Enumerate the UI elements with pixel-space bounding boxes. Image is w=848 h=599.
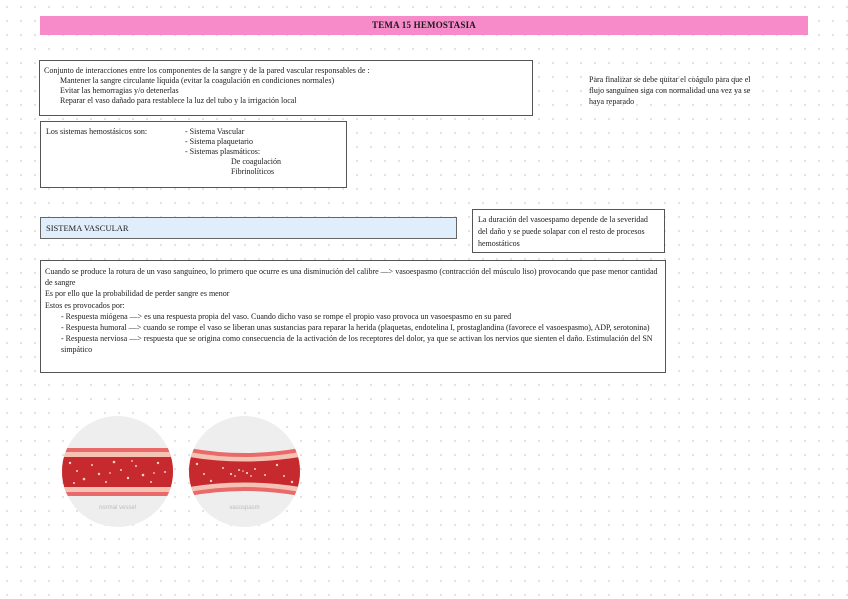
definition-item: Mantener la sangre circulante líquida (evitar la coagulación en condiciones normales) <box>60 76 335 85</box>
vascular-text-box <box>40 260 666 373</box>
response-item: - Respuesta miógena —> es una respuesta propia del vaso. Cuando dicho vaso se rompe el propio vaso provoca un vasoespasmo en su pared <box>61 311 512 321</box>
normal-vessel-image <box>62 416 173 527</box>
systems-item: - Sistemas plasmáticos: <box>185 147 261 156</box>
definition-item: Evitar las hemorragias y/o detenerlas <box>60 86 179 95</box>
vasospasm-caption: vasospasm <box>229 505 260 511</box>
vasospasm-note: La duración del vasoespamo depende de la severidad del daño y se puede solapar con el resto de procesos hemostáticos <box>472 209 665 253</box>
paragraph: Estos es provocados por: <box>45 300 125 310</box>
hemostatic-systems-box <box>40 121 347 188</box>
definition-item: Reparar el vaso dañado para restablece la luz del tubo y la irrigación local <box>60 96 297 105</box>
systems-subitem: De coagulación <box>231 157 281 166</box>
response-item: - Respuesta nerviosa —> respuesta que se origina como consecuencia de la activación de los receptores del dolor, ya que se activan los nervios que sienten el daño. Estimulación del SN simpático <box>61 334 653 355</box>
page-title: TEMA 15 HEMOSTASIA <box>40 16 808 35</box>
side-note: Para finalizar se debe quitar el coágulo para que el flujo sanguíneo siga con normalidad una vez ya se haya reparado <box>589 75 751 106</box>
paragraph: Es por ello que la probabilidad de perder sangre es menor <box>45 289 230 299</box>
definition-intro: Conjunto de interacciones entre los componentes de la sangre y de la pared vascular responsables de : <box>44 66 370 75</box>
systems-item: - Sistema Vascular <box>185 127 245 136</box>
systems-item: - Sistema plaquetario <box>185 137 253 146</box>
normal-vessel-caption: normal vessel <box>98 505 136 511</box>
definition-box <box>39 60 533 116</box>
section-header: SISTEMA VASCULAR <box>40 217 457 239</box>
systems-label: Los sistemas hemostásicos son: <box>46 127 148 136</box>
systems-subitem: Fibrinolíticos <box>231 167 275 176</box>
vasospasm-image <box>189 416 300 527</box>
response-item: - Respuesta humoral —> cuando se rompe el vaso se liberan unas sustancias para reparar la herida (plaquetas, endotelina I, prostaglandina (favorece el vasoespasmo), ADP, serotonina) <box>61 323 650 333</box>
paragraph: Cuando se produce la rotura de un vaso sanguíneo, lo primero que ocurre es una disminución del calibre —> vasoespasmo (contracción del músculo liso) provocando que pase menor cantidad de sangre <box>45 267 658 288</box>
